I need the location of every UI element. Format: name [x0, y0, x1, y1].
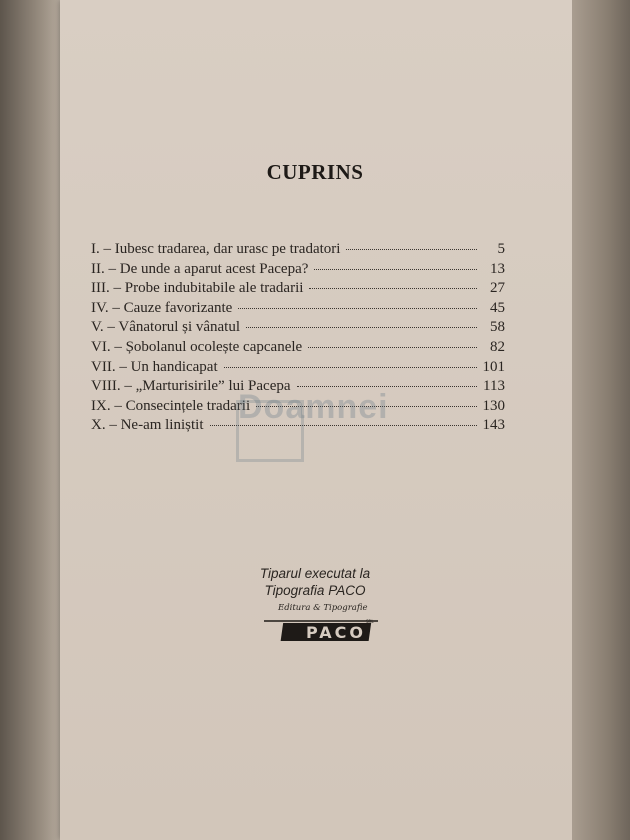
toc-entry: [91, 261, 505, 281]
toc-entry-page: 101: [482, 358, 505, 375]
toc-entry-page: 45: [490, 299, 505, 316]
toc-entry-page: 143: [482, 417, 505, 434]
toc-entry-label: III. – Probe indubitabile ale tradarii: [91, 280, 304, 297]
toc-entry-label: VIII. – „Marturisirile” lui Pacepa: [91, 378, 291, 395]
toc-entry-label: VI. – Șobolanul ocolește capcanele: [91, 338, 303, 355]
printer-line-1: Tiparul executat la: [259, 566, 371, 581]
toc-leader-dots: [238, 308, 477, 309]
printer-credit: [0, 565, 630, 599]
toc-entry-label: VII. – Un handicapat: [91, 358, 218, 375]
book-gutter: [0, 0, 60, 840]
logo-subtitle: Editura & Tipografie: [278, 603, 368, 613]
toc-entry-label: I. – Iubesc tradarea, dar urasc pe tradatori: [91, 241, 341, 257]
toc-entry-page: 5: [497, 241, 505, 257]
toc-entry: [91, 359, 505, 379]
toc-entry-label: X. – Ne-am liniștit: [91, 417, 204, 434]
logo-text: PACO: [306, 623, 366, 642]
toc-entry: [91, 241, 505, 261]
toc-entry: [91, 280, 505, 300]
toc-entry: [91, 300, 505, 320]
watermark: Doamnei: [238, 388, 389, 426]
page-title: CUPRINS: [266, 160, 364, 184]
toc-leader-dots: [308, 347, 477, 348]
toc-leader-dots: [246, 327, 477, 328]
page-edge: [572, 0, 630, 840]
toc-leader-dots: [346, 249, 477, 250]
toc-entry-page: 27: [490, 280, 505, 297]
paco-logo: [262, 617, 380, 643]
toc-entry: [91, 319, 505, 339]
toc-entry-label: IX. – Consecințele tradarii: [91, 397, 251, 414]
toc-leader-dots: [297, 386, 477, 387]
printer-line-2: Tipografia PACO: [264, 583, 366, 598]
toc-entry-page: 130: [482, 397, 505, 414]
toc-entry-page: 58: [490, 319, 505, 336]
toc-entry-label: II. – De unde a aparut acest Pacepa?: [91, 260, 309, 277]
toc-leader-dots: [309, 288, 477, 289]
toc-entry-page: 13: [490, 260, 505, 277]
toc-entry-page: 82: [490, 338, 505, 355]
toc-entry: [91, 339, 505, 359]
toc-leader-dots: [224, 367, 477, 368]
toc-entry-label: IV. – Cauze favorizante: [91, 299, 233, 316]
logo-suffix: SRL: [366, 619, 374, 624]
toc-entry-page: 113: [483, 378, 505, 395]
toc-entry-label: V. – Vânatorul și vânatul: [91, 319, 241, 336]
toc-leader-dots: [314, 269, 477, 270]
